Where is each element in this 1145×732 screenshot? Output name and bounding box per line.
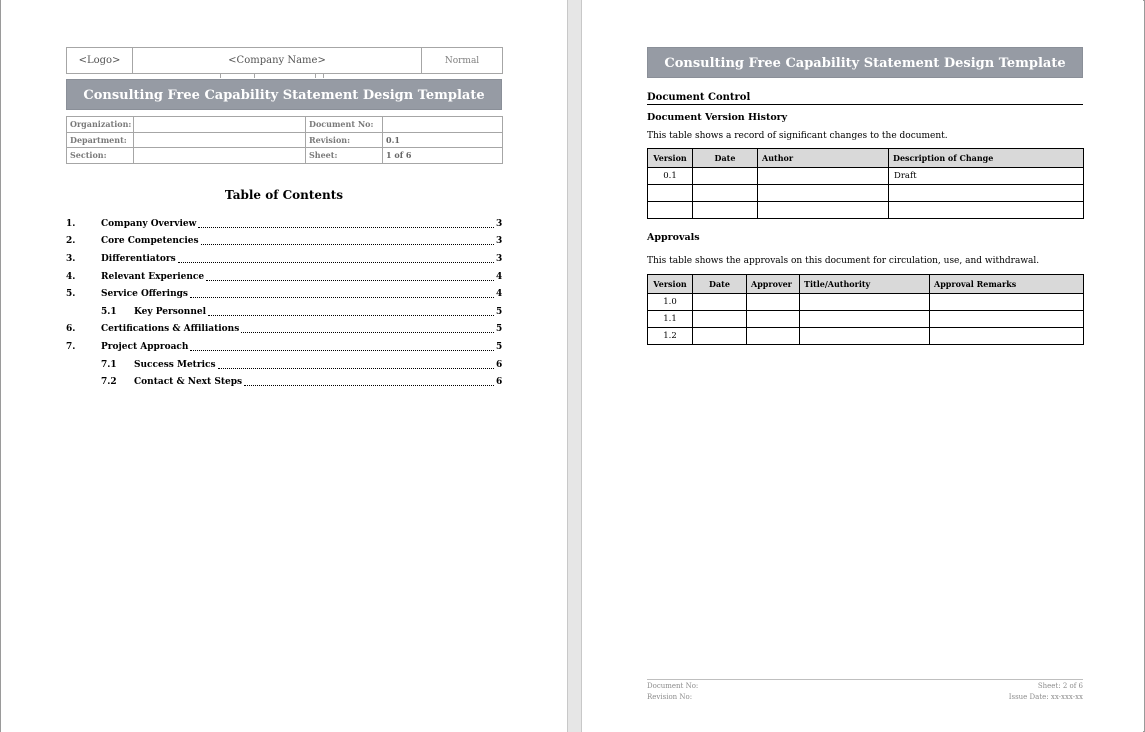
toc-subentry[interactable] — [66, 356, 502, 374]
table-cell — [758, 168, 889, 185]
table-cell — [800, 311, 930, 328]
department-value — [134, 132, 306, 148]
toc-leader-dots — [241, 325, 494, 333]
table-cell — [889, 185, 1084, 202]
table-cell — [747, 328, 800, 345]
toc-entry[interactable] — [66, 285, 502, 303]
document-control-heading: Document Control — [647, 92, 1083, 105]
toc-entry-page: 3 — [496, 253, 503, 264]
page-2 — [582, 0, 1143, 732]
table-cell: 1.1 — [648, 311, 693, 328]
toc-entry[interactable] — [66, 321, 502, 339]
sheet-value: 1 of 6 — [383, 148, 503, 164]
meta-table — [66, 116, 503, 164]
approvals-heading: Approvals — [647, 232, 700, 243]
table-row — [648, 294, 1084, 311]
toc-entry-page: 6 — [496, 359, 503, 370]
toc-entry[interactable] — [66, 233, 502, 251]
page-1 — [1, 0, 567, 732]
column-header: Approval Remarks — [930, 275, 1084, 294]
table-cell — [930, 294, 1084, 311]
column-header: Approver — [747, 275, 800, 294]
version-history-heading: Document Version History — [647, 112, 788, 123]
toc-entry-label: Relevant Experience — [101, 271, 205, 282]
toc-leader-dots — [206, 273, 494, 281]
column-header: Version — [648, 149, 693, 168]
toc-entry-number: 6. — [66, 324, 76, 335]
page-gutter — [567, 0, 582, 732]
table-cell: 1.2 — [648, 328, 693, 345]
toc-entry-page: 3 — [496, 218, 503, 229]
table-cell — [693, 202, 758, 219]
table-of-contents — [66, 215, 502, 391]
toc-entry-number: 5. — [66, 289, 76, 300]
toc-leader-dots — [201, 237, 494, 245]
toc-leader-dots — [178, 255, 494, 263]
table-row — [648, 328, 1084, 345]
toc-entry-number: 7. — [66, 341, 76, 352]
table-row — [648, 185, 1084, 202]
organization-label: Organization: — [67, 117, 134, 133]
toc-entry-page: 4 — [496, 271, 503, 282]
revision-label: Revision: — [306, 132, 383, 148]
table-cell — [758, 185, 889, 202]
toc-entry-label: Certifications & Affiliations — [101, 324, 240, 335]
toc-entry[interactable] — [66, 268, 502, 286]
toc-entry-page: 5 — [496, 341, 503, 352]
document-title-band: Consulting Free Capability Statement Design Template — [66, 79, 502, 110]
table-cell — [693, 328, 747, 345]
column-header: Description of Change — [889, 149, 1084, 168]
document-no-value — [383, 117, 503, 133]
column-header: Date — [693, 275, 747, 294]
table-row — [648, 168, 1084, 185]
column-header: Title/Authority — [800, 275, 930, 294]
toc-entry-label: Success Metrics — [134, 359, 216, 370]
table-cell: Draft — [889, 168, 1084, 185]
table-cell — [648, 202, 693, 219]
version-history-table — [647, 148, 1084, 219]
table-cell — [747, 294, 800, 311]
column-header: Version — [648, 275, 693, 294]
toc-leader-dots — [190, 290, 494, 298]
table-cell: 0.1 — [648, 168, 693, 185]
table-row — [648, 311, 1084, 328]
toc-entry-page: 3 — [496, 236, 503, 247]
table-cell — [930, 328, 1084, 345]
revision-value: 0.1 — [383, 132, 503, 148]
sheet-label: Sheet: — [306, 148, 383, 164]
footer-revision-no: Revision No: — [647, 693, 693, 701]
toc-entry-number: 1. — [66, 218, 76, 229]
table-cell — [800, 328, 930, 345]
header-table — [66, 47, 503, 74]
toc-title: Table of Contents — [224, 188, 344, 202]
toc-entry[interactable] — [66, 338, 502, 356]
toc-entry-page: 6 — [496, 377, 503, 388]
table-cell — [758, 202, 889, 219]
table-cell — [747, 311, 800, 328]
toc-entry[interactable] — [66, 215, 502, 233]
section-label: Section: — [67, 148, 134, 164]
toc-entry-page: 5 — [496, 324, 503, 335]
table-cell — [930, 311, 1084, 328]
department-label: Department: — [67, 132, 134, 148]
toc-entry-page: 5 — [496, 306, 503, 317]
toc-entry[interactable] — [66, 250, 502, 268]
column-header: Author — [758, 149, 889, 168]
toc-entry-number: 5.1 — [101, 306, 117, 317]
table-cell — [648, 185, 693, 202]
table-cell — [693, 168, 758, 185]
table-cell — [889, 202, 1084, 219]
toc-entry-label: Project Approach — [101, 341, 189, 352]
table-cell — [693, 185, 758, 202]
toc-entry-number: 7.2 — [101, 377, 117, 388]
footer-document-no: Document No: — [647, 682, 699, 690]
toc-leader-dots — [244, 378, 494, 386]
table-cell — [693, 311, 747, 328]
toc-entry-number: 4. — [66, 271, 76, 282]
style-label: Normal — [422, 48, 503, 74]
toc-entry-label: Core Competencies — [101, 236, 199, 247]
column-header: Date — [693, 149, 758, 168]
footer-issue-date: Issue Date: xx-xxx-xx — [1008, 693, 1083, 701]
table-cell — [800, 294, 930, 311]
company-name: <Company Name> — [133, 48, 422, 74]
version-history-intro: This table shows a record of significant changes to the document. — [647, 131, 948, 141]
toc-leader-dots — [190, 343, 494, 351]
footer-divider — [647, 679, 1083, 680]
toc-entry-number: 2. — [66, 236, 76, 247]
toc-entry-page: 4 — [496, 289, 503, 300]
footer-sheet: Sheet: 2 of 6 — [1037, 682, 1083, 690]
approvals-intro: This table shows the approvals on this document for circulation, use, and withdrawal. — [647, 256, 1040, 266]
toc-subentry[interactable] — [66, 373, 502, 391]
toc-leader-dots — [218, 361, 494, 369]
table-cell — [693, 294, 747, 311]
toc-entry-label: Service Offerings — [101, 289, 188, 300]
document-no-label: Document No: — [306, 117, 383, 133]
table-cell: 1.0 — [648, 294, 693, 311]
toc-entry-label: Differentiators — [101, 253, 176, 264]
section-value — [134, 148, 306, 164]
organization-value — [134, 117, 306, 133]
logo-placeholder: <Logo> — [67, 48, 133, 74]
toc-leader-dots — [208, 308, 494, 316]
toc-entry-label: Contact & Next Steps — [134, 377, 243, 388]
toc-entry-label: Company Overview — [101, 218, 197, 229]
toc-entry-number: 7.1 — [101, 359, 117, 370]
approvals-table — [647, 274, 1084, 345]
toc-entry-number: 3. — [66, 253, 76, 264]
toc-leader-dots — [198, 220, 494, 228]
document-title-band: Consulting Free Capability Statement Design Template — [647, 47, 1083, 78]
table-row — [648, 202, 1084, 219]
toc-subentry[interactable] — [66, 303, 502, 321]
toc-entry-label: Key Personnel — [134, 306, 207, 317]
